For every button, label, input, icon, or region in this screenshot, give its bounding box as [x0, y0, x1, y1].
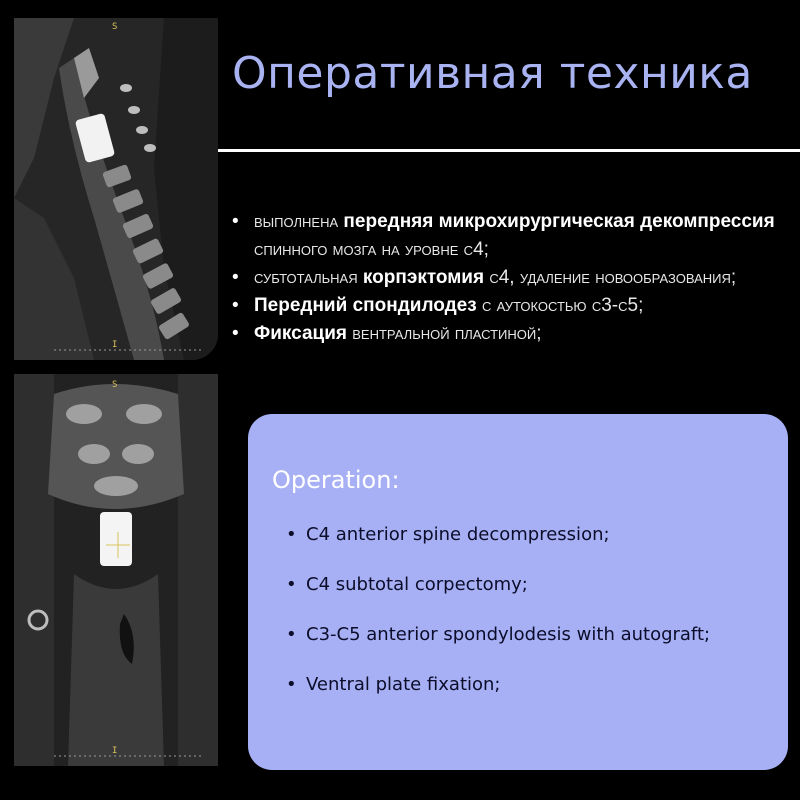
english-summary-panel	[248, 414, 788, 770]
coronal-ct-image	[14, 374, 218, 766]
page-title: Оперативная техника	[232, 48, 753, 99]
item-text: спинного мозга на уровне с4;	[254, 239, 489, 260]
sagittal-ct-image	[14, 18, 218, 360]
coronal-ct-scan	[14, 374, 218, 766]
list-item	[230, 292, 790, 320]
panel-title: Operation:	[272, 466, 400, 494]
item-text: субтотальная	[254, 267, 363, 288]
scan-marker-inferior: I	[112, 746, 118, 756]
list-item: • C4 subtotal corpectomy;	[284, 572, 784, 622]
list-item	[230, 208, 790, 264]
scan-marker-superior: S	[112, 380, 118, 390]
english-procedure-list	[284, 522, 784, 722]
list-item: • Ventral plate fixation;	[284, 672, 784, 722]
item-text: с4, удаление новообразования;	[484, 267, 737, 288]
item-text: с аутокостью с3-с5;	[476, 295, 644, 316]
scan-marker-superior: S	[112, 22, 118, 32]
item-emphasis: корпэктомия	[362, 267, 485, 288]
title-divider	[218, 149, 800, 152]
list-item: • C3-C5 anterior spondylodesis with autograft;	[284, 622, 784, 672]
item-emphasis: Передний спондилодез	[254, 295, 477, 316]
list-item: • C4 anterior spine decompression;	[284, 522, 784, 572]
sagittal-ct-scan	[14, 18, 218, 360]
scan-marker-inferior: I	[112, 340, 118, 350]
item-emphasis: передняя микрохирургическая декомпрессия	[343, 211, 775, 232]
item-text: выполнена	[254, 211, 344, 232]
item-text: вентральной пластиной;	[346, 323, 542, 344]
list-item	[230, 264, 790, 292]
russian-procedure-list	[230, 208, 790, 348]
list-item	[230, 320, 790, 348]
item-emphasis: Фиксация	[254, 323, 347, 344]
